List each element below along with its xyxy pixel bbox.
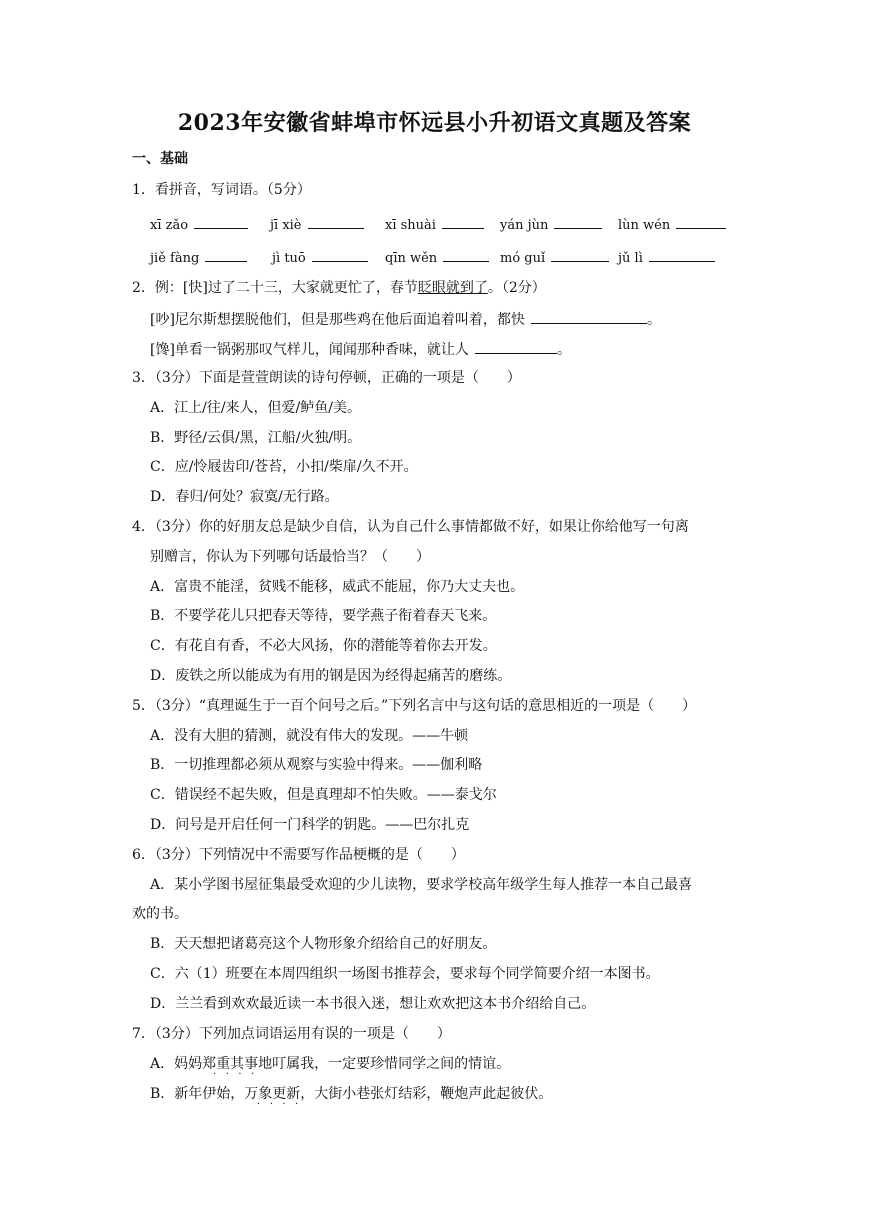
option[interactable]: B．一切推理都必须从观察与实验中得来。——伽利略 [150, 757, 483, 773]
pinyin-item: jī xiè [270, 214, 364, 233]
answer-blank[interactable] [551, 247, 609, 262]
option[interactable]: B．天天想把诸葛亮这个人物形象介绍给自己的好朋友。 [150, 936, 497, 952]
page-title: 2023年安徽省蚌埠市怀远县小升初语文真题及答案 [177, 110, 692, 136]
pinyin-item: jì tuō [272, 247, 368, 266]
option[interactable]: A．某小学图书屋征集最受欢迎的少儿读物，要求学校高年级学生每人推荐一本自己最喜 [150, 877, 693, 893]
emphasis-dots: · · · · [213, 1069, 255, 1080]
answer-blank[interactable] [308, 214, 364, 229]
question-3-stem: 3．（3分）下面是萱萱朗读的诗句停顿，正确的一项是（ ） [132, 370, 521, 386]
pinyin-item: jǔ lì [618, 247, 715, 266]
question-7-stem: 7．（3分）下列加点词语运用有误的一项是（ ） [132, 1026, 451, 1042]
pinyin-item: xī zǎo [150, 214, 248, 233]
question-5-stem: 5．（3分）“真理诞生于一百个问号之后。”下列名言中与这句话的意思相近的一项是（ ） [132, 698, 697, 714]
option[interactable]: D．春归/何处？寂寞/无行路。 [150, 489, 339, 505]
question-2-line: [吵]尼尔斯想摆脱他们，但是那些鸡在他后面追着叫着，都快 。 [150, 309, 661, 329]
pinyin-item: mó guǐ [500, 247, 609, 266]
pinyin-item: jiě fàng [150, 247, 247, 266]
option[interactable]: C．有花自有香，不必大风扬，你的潜能等着你去开发。 [150, 638, 497, 654]
option[interactable]: D．问号是开启任何一门科学的钥匙。——巴尔扎克 [150, 817, 470, 833]
option[interactable]: B．新年伊始，万象更新，大街小巷张灯结彩，鞭炮声此起彼伏。 [150, 1086, 553, 1102]
question-4-stem-cont: 别赠言，你认为下列哪句话最恰当？（ ） [150, 549, 430, 565]
option[interactable]: D．兰兰看到欢欢最近读一本书很入迷，想让欢欢把这本书介绍给自己。 [150, 996, 596, 1012]
answer-blank[interactable] [194, 214, 248, 229]
option[interactable]: A．富贵不能淫，贫贱不能移，威武不能屈，你乃大丈夫也。 [150, 579, 525, 595]
answer-blank[interactable] [442, 214, 484, 229]
answer-blank[interactable] [475, 339, 557, 354]
question-2-line: [馋]单看一锅粥那叹气样儿，闻闻那种香味，就让人 。 [150, 339, 571, 359]
option-continued: 欢的书。 [132, 906, 188, 922]
pinyin-item: lùn wén [618, 214, 726, 233]
option[interactable]: D．废铁之所以能成为有用的钢是因为经得起痛苦的磨练。 [150, 668, 512, 684]
option[interactable]: A．没有大胆的猜测，就没有伟大的发现。——牛顿 [150, 728, 469, 744]
option[interactable]: B．不要学花儿只把春天等待，要学燕子衔着春天飞来。 [150, 608, 497, 624]
option[interactable]: C．应/怜屐齿印/苍苔，小扣/柴扉/久不开。 [150, 459, 418, 475]
option[interactable]: C．错误经不起失败，但是真理却不怕失败。——泰戈尔 [150, 787, 497, 803]
section-heading: 一、基础 [132, 151, 188, 167]
question-1-stem: 1．看拼音，写词语。（5分） [132, 182, 311, 198]
option[interactable]: A．江上/往/来人，但爱/鲈鱼/美。 [150, 400, 361, 416]
pinyin-item: qīn wěn [385, 247, 489, 266]
option[interactable]: B．野径/云俱/黑，江船/火独/明。 [150, 430, 362, 446]
question-6-stem: 6．（3分）下列情况中不需要写作品梗概的是（ ） [132, 847, 465, 863]
question-4-stem: 4．（3分）你的好朋友总是缺少自信，认为自己什么事情都做不好，如果让你给他写一句离 [132, 519, 689, 535]
answer-blank[interactable] [312, 247, 368, 262]
answer-blank[interactable] [443, 247, 489, 262]
answer-blank[interactable] [554, 214, 602, 229]
pinyin-item: xī shuài [385, 214, 484, 233]
option[interactable]: C．六（1）班要在本周四组织一场图书推荐会，要求每个同学简要介绍一本图书。 [150, 966, 660, 982]
question-2-stem: 2．例：[快]过了二十三，大家就更忙了，春节眨眼就到了。（2分） [132, 280, 546, 296]
pinyin-item: yán jùn [500, 214, 602, 233]
answer-blank[interactable] [531, 309, 647, 324]
answer-blank[interactable] [649, 247, 715, 262]
answer-blank[interactable] [205, 247, 247, 262]
answer-blank[interactable] [676, 214, 726, 229]
emphasis-dots: · · · · [257, 1099, 299, 1110]
option[interactable]: A．妈妈郑重其事地叮属我，一定要珍惜同学之间的情谊。 [150, 1056, 511, 1072]
